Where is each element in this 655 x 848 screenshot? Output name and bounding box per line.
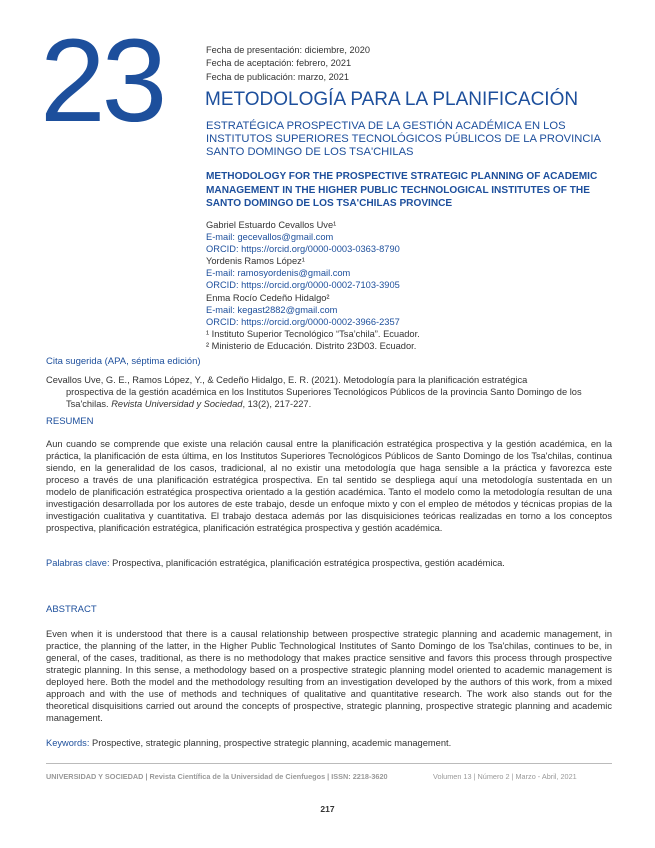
- publication-dates: [206, 44, 370, 84]
- citation-journal: Revista Universidad y Sociedad: [111, 399, 243, 409]
- keywords-es-label: Palabras clave:: [46, 558, 110, 568]
- footer-volume: Volumen 13 | Número 2 | Marzo - Abril, 2021: [433, 772, 577, 781]
- title-es: METODOLOGÍA PARA LA PLANIFICACIÓN: [205, 89, 579, 110]
- affiliation: ¹ Instituto Superior Tecnológico “Tsa’chila”. Ecuador.: [206, 328, 420, 339]
- keywords-es-list: Prospectiva, planificación estratégica, planificación estratégica prospectiva, gestión académica.: [109, 558, 505, 568]
- footer-journal: UNIVERSIDAD Y SOCIEDAD | Revista Científica de la Universidad de Cienfuegos | ISSN: 2218-3620: [46, 772, 388, 781]
- author-orcid-link[interactable]: ORCID: https://orcid.org/0000-0002-7103-3905: [206, 280, 400, 291]
- author-name: Yordenis Ramos López¹: [206, 256, 305, 267]
- footer-divider: [46, 763, 612, 764]
- date-presentation: Fecha de presentación: diciembre, 2020: [206, 45, 370, 55]
- date-publication: Fecha de publicación: marzo, 2021: [206, 71, 350, 82]
- citation-rest: prospectiva de la gestión académica en los Institutos Superiores Tecnológicos Públicos de la provincia Santo Domingo de los Tsa'chilas.: [66, 387, 582, 409]
- author-name: Enma Rocío Cedeño Hidalgo²: [206, 292, 330, 303]
- citation-heading: Cita sugerida (APA, séptima edición): [46, 356, 201, 367]
- citation-text: [46, 374, 612, 410]
- keywords-en-list: Prospective, strategic planning, prospective strategic planning, academic management.: [89, 738, 452, 748]
- citation-first-line: Cevallos Uve, G. E., Ramos López, Y., & Cedeño Hidalgo, E. R. (2021). Metodología para la planificación estratégica: [46, 375, 528, 385]
- author-email-link[interactable]: E-mail: gecevallos@gmail.com: [206, 232, 334, 243]
- citation-tail: , 13(2), 217-227.: [242, 399, 312, 409]
- subtitle-es: ESTRATÉGICA PROSPECTIVA DE LA GESTIÓN ACADÉMICA EN LOS INSTITUTOS SUPERIORES TECNOLÓGICOS PÚBLICOS DE LA PROVINCIA SANTO DOMINGO DE LOS TSA'CHILAS: [206, 120, 601, 159]
- citation-continuation: [46, 386, 612, 410]
- title-en: METHODOLOGY FOR THE PROSPECTIVE STRATEGIC PLANNING OF ACADEMIC MANAGEMENT IN THE HIGHER PUBLIC TECHNOLOGICAL INSTITUTES OF THE SANTO DOMINGO DE LOS TSA'CHILAS PROVINCE: [206, 171, 598, 209]
- article-number: 23: [40, 15, 164, 147]
- page-number: 217: [320, 804, 335, 814]
- author-email-link[interactable]: E-mail: kegast2882@gmail.com: [206, 304, 338, 315]
- keywords-es: [46, 558, 612, 568]
- keywords-en: [46, 738, 612, 748]
- author-email-link[interactable]: E-mail: ramosyordenis@gmail.com: [206, 268, 351, 279]
- author-name: Gabriel Estuardo Cevallos Uve¹: [206, 220, 337, 230]
- resumen-text: Aun cuando se comprende que existe una relación causal entre la planificación estratégica prospectiva y la gestión académica, en la práctica, la planificación de esta última, en los Institutos Superiores Tecnológicos Públicos de Santo Domingo de los Tsa'chilas, continua siendo, en la generalidad de los casos, tradicional, al no existir una metodología que haga sensible a la práctica y favorezca este proceso a través de una planificación estratégica prospectiva. En tal sentido se despliega aquí una metodología sustentada en un modelo de planificación estratégica prospectiva orientado a la gestión académica. Tanto el modelo como la metodología resultan de una investigación desarrollada por los autores de este trabajo, desde un enfoque mixto y con el empleo de métodos y técnicas propias de la investigación cualitativa y cuantitativa. El trabajo destaca además por las disquisiciones teóricas realizadas en torno a los conceptos prospectiva, planificación estratégica, planificación estratégica prospectiva y gestión académica.: [46, 439, 612, 533]
- author-orcid-link[interactable]: ORCID: https://orcid.org/0000-0003-0363-8790: [206, 244, 400, 255]
- authors-block: [206, 219, 626, 352]
- affiliation: ² Ministerio de Educación. Distrito 23D03. Ecuador.: [206, 340, 417, 351]
- date-acceptance: Fecha de aceptación: febrero, 2021: [206, 58, 352, 69]
- abstract-text: Even when it is understood that there is a causal relationship between prospective strategic planning and academic management, in practice, the planning of the latter, in the Higher Public Technological Institutes of Santo Domingo de los Tsa'chilas, continues to be, in general, of the cases, traditional, as there is no methodology that makes practice sensitive and favors this process through prospective strategic planning. In this sense, a methodology based on a prospective strategic planning model oriented to academic management is deployed here. Both the model and the methodology resulting from an investigation developed by the authors of this work, from a mixed approach and with the use of methods and techniques of qualitative and quantitative research. The work also stands out for the theoretical disquisitions carried out around the concepts of prospective, strategic planning, prospective strategic planning and academic management.: [46, 629, 612, 723]
- abstract-heading: ABSTRACT: [46, 604, 97, 615]
- author-orcid-link[interactable]: ORCID: https://orcid.org/0000-0002-3966-2357: [206, 316, 400, 327]
- resumen-heading: RESUMEN: [46, 416, 94, 427]
- keywords-en-label: Keywords:: [46, 738, 90, 748]
